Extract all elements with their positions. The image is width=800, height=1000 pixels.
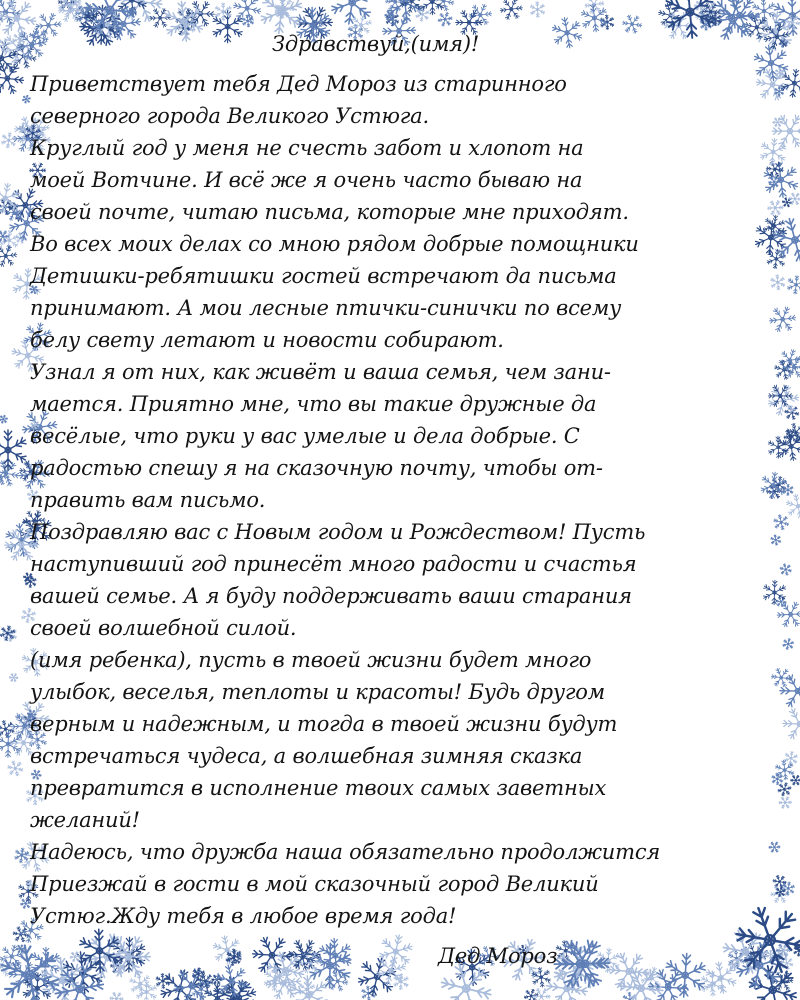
- snowflake-icon: [782, 708, 800, 739]
- letter-line: наступивший год принесёт много радости и счастья: [30, 552, 637, 576]
- snowflake-icon: [109, 992, 123, 1000]
- snowflake-icon: [621, 14, 643, 34]
- snowflake-icon: [756, 468, 792, 503]
- snowflake-icon: [770, 772, 785, 787]
- snowflake-icon: [0, 414, 9, 425]
- snowflake-icon: [765, 380, 796, 412]
- snowflake-icon: [0, 941, 28, 973]
- letter-line: Круглый год у меня не счесть забот и хлопот на: [30, 136, 584, 160]
- snowflake-icon: [765, 302, 800, 337]
- letter-line: (имя ребенка), пусть в твоей жизни будет много: [30, 648, 592, 672]
- snowflake-icon: [776, 780, 794, 798]
- snowflake-icon: [768, 273, 788, 292]
- letter-line: Детишки-ребятишки гостей встречают да письма: [30, 264, 617, 288]
- letter-line: Поздравляю вас с Новым годом и Рождеством! Пусть: [30, 520, 646, 544]
- letter-line: Приезжай в гости в мой сказочный город Великий: [30, 872, 599, 896]
- letter-line: своей волшебной силой.: [30, 616, 297, 640]
- snowflake-icon: [743, 14, 771, 40]
- letter-line: встречаться чудеса, а волшебная зимняя сказка: [30, 744, 583, 768]
- snowflake-icon: [0, 623, 18, 643]
- letter-line: принимают. А мои лесные птички-синички по всему: [30, 296, 622, 320]
- letter-line: верным и надежным, и тогда в твоей жизни будут: [30, 712, 618, 736]
- snowflake-icon: [6, 760, 24, 777]
- snowflake-icon: [497, 0, 526, 24]
- snowflake-icon: [764, 433, 793, 461]
- letter-line: моей Вотчине. И всё же я очень часто бываю на: [30, 168, 583, 192]
- letter-line: своей почте, читаю письма, которые мне приходят.: [30, 200, 629, 224]
- letter-line: Приветствует тебя Дед Мороз из старинного: [30, 72, 567, 96]
- letter-line: северного города Великого Устюга.: [30, 104, 429, 128]
- snowflake-icon: [780, 353, 800, 382]
- snowflake-icon: [436, 10, 455, 29]
- snowflake-icon: [781, 483, 796, 498]
- snowflake-icon: [527, 0, 548, 19]
- snowflake-icon: [789, 773, 800, 787]
- snowflake-icon: [779, 563, 793, 576]
- snowflake-icon: [781, 637, 796, 652]
- snowflake-icon: [158, 0, 209, 46]
- snowflake-icon: [126, 970, 154, 997]
- snowflake-icon: [763, 380, 800, 422]
- snowflake-icon: [168, 961, 217, 1000]
- letter-line: Надеюсь, что дружба наша обязательно продолжится: [30, 840, 661, 864]
- signature: Дед Мороз: [438, 944, 558, 968]
- letter-line: Устюг.Жду тебя в любое время года!: [30, 904, 457, 928]
- letter-line: белу свету летают и новости собирают.: [30, 328, 504, 352]
- snowflake-icon: [769, 534, 782, 547]
- greeting-line: Здравствуй,(имя)!: [272, 32, 480, 56]
- snowflake-icon: [0, 241, 20, 271]
- snowflake-icon: [522, 987, 541, 1000]
- letter-line: вашей семье. А я буду поддерживать ваши старания: [30, 584, 632, 608]
- letter-line: радостью спешу я на сказочную почту, чтобы от-: [30, 456, 603, 480]
- snowflake-icon: [767, 840, 782, 855]
- letter-line: Узнал я от них, как живёт и ваша семья, чем зани-: [30, 360, 611, 384]
- letter-line: весёлые, что руки у вас умелые и дела добрые. С: [30, 424, 580, 448]
- snowflake-icon: [784, 405, 800, 420]
- snowflake-icon: [772, 513, 791, 531]
- snowflake-icon: [769, 215, 800, 265]
- snowflake-icon: [780, 675, 800, 708]
- letter-line: желаний!: [30, 808, 140, 832]
- letter-line: Во всех моих делах со мною рядом добрые помощники: [30, 232, 639, 256]
- letter-line: править вам письмо.: [30, 488, 266, 512]
- snowflake-icon: [9, 673, 18, 681]
- snowflake-icon: [777, 794, 793, 811]
- snowflake-icon: [598, 13, 617, 31]
- letter-line: улыбок, веселья, теплоты и красоты! Будь другом: [30, 680, 605, 704]
- snowflake-icon: [765, 197, 786, 218]
- letter-line: превратится в исполнение твоих самых заветных: [30, 776, 607, 800]
- letter-line: мается. Приятно мне, что вы такие дружные да: [30, 392, 597, 416]
- snowflake-icon: [548, 14, 586, 50]
- snowflake-icon: [749, 42, 794, 85]
- snowflake-icon: [465, 0, 495, 30]
- snowflake-icon: [770, 668, 792, 688]
- snowflake-icon: [784, 273, 800, 297]
